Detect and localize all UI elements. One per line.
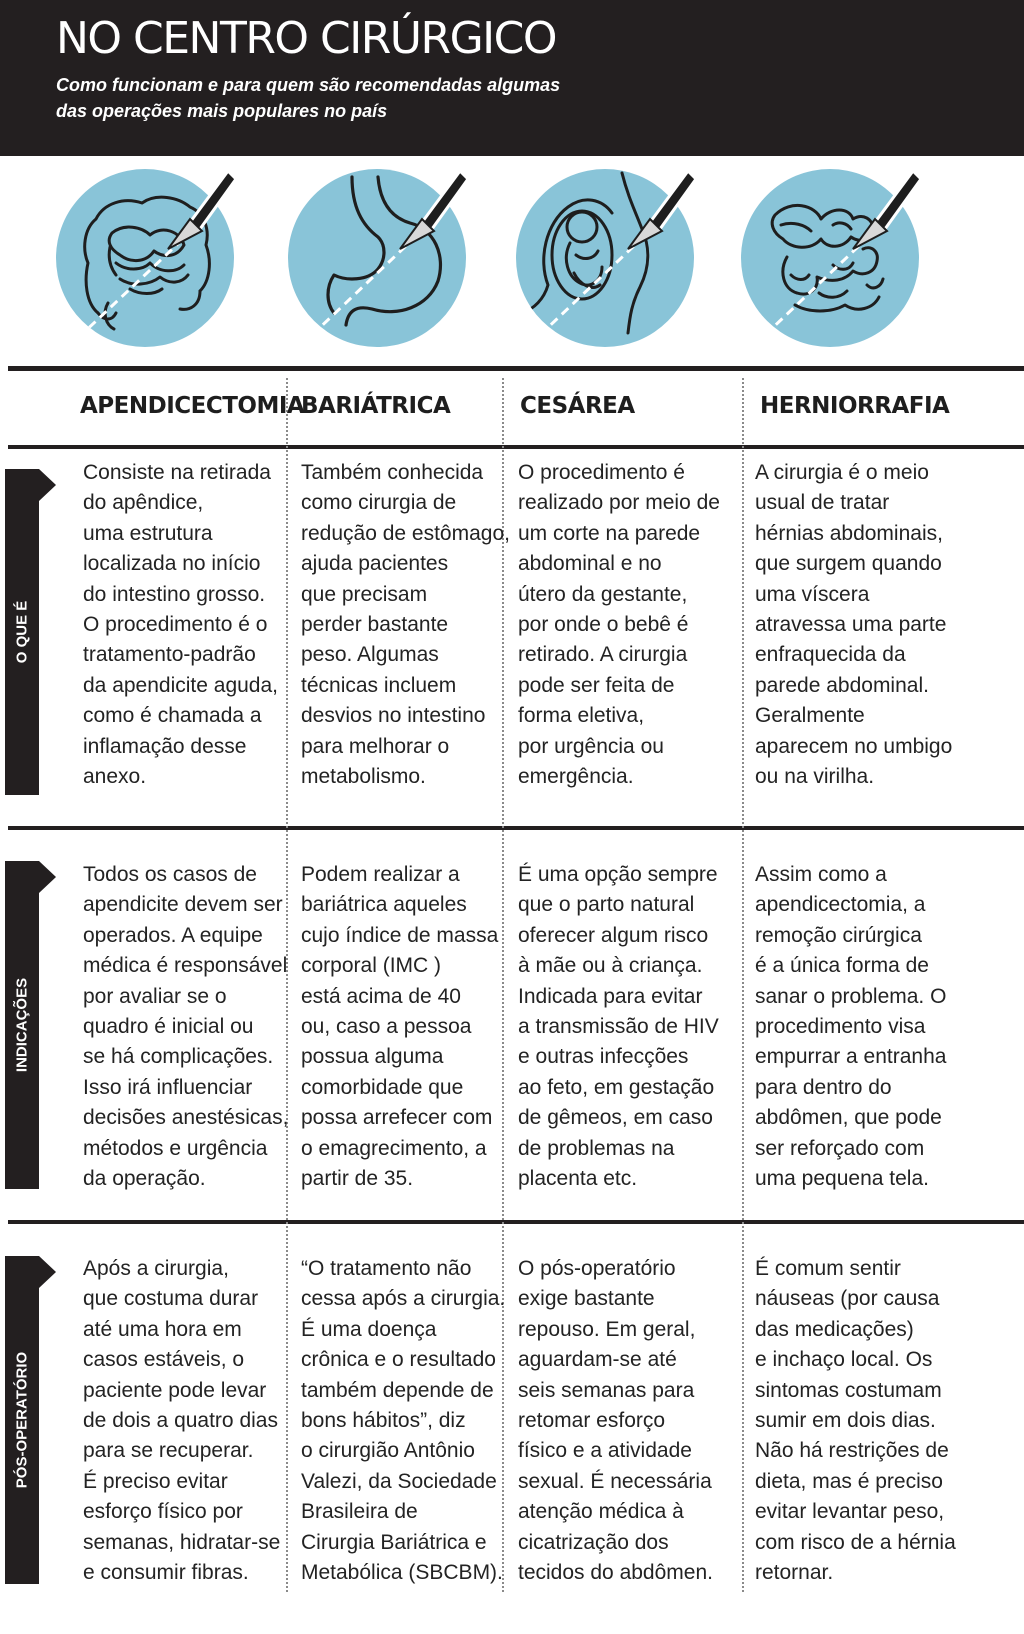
row-tab-arrow: [39, 861, 56, 893]
cell-text-line: e consumir fibras.: [83, 1561, 249, 1585]
cell-o-que-e-cesarea: [518, 458, 738, 792]
cell-text-line: Todos os casos de: [83, 863, 257, 886]
cell-text-line: Também conhecida: [301, 461, 484, 484]
cell-text-line: remoção cirúrgica: [755, 923, 922, 947]
cell-text-line: usual de tratar: [755, 491, 890, 515]
cell-text-line: seis semanas para: [518, 1378, 695, 1402]
cell-text-line: É comum sentir: [755, 1257, 901, 1280]
appendix-intestine-icon: [50, 163, 240, 353]
cell-text-line: que costuma durar: [83, 1287, 259, 1311]
cell-text-line: cessa após a cirurgia.: [301, 1287, 506, 1311]
cell-text-line: peso. Algumas: [301, 643, 439, 667]
cell-text-line: É uma opção sempre: [518, 863, 718, 886]
column-divider: [286, 378, 288, 1592]
cell-o-que-e-bariatrica: [301, 458, 510, 792]
cell-text-line: anexo.: [83, 765, 147, 789]
cell-text-line: por avaliar se o: [83, 984, 227, 1008]
column-divider: [502, 378, 504, 1592]
row-tab-arrow: [39, 469, 56, 501]
cell-text-line: Após a cirurgia,: [83, 1257, 229, 1280]
cell-text-line: por urgência ou: [518, 734, 664, 758]
row-divider: [8, 1220, 1024, 1224]
cell-text-line: É uma doença: [301, 1317, 437, 1341]
cell-text-line: emergência.: [518, 765, 634, 789]
cell-text-line: Brasileira de: [301, 1500, 418, 1524]
row-label-o-que-e: [5, 469, 39, 795]
cell-text-line: paciente pode levar: [83, 1378, 267, 1402]
cell-text-line: localizada no início: [83, 552, 261, 576]
cell-text-line: É preciso evitar: [83, 1469, 228, 1493]
page-title: NO CENTRO CIRÚRGICO: [56, 13, 557, 64]
cell-text-line: ser reforçado com: [755, 1136, 925, 1160]
cell-text-line: e outras infecções: [518, 1045, 689, 1069]
cell-text-line: de gêmeos, em caso: [518, 1106, 713, 1130]
cell-text-line: atravessa uma parte: [755, 613, 947, 637]
cell-text-line: bons hábitos”, diz: [301, 1409, 466, 1433]
cell-text-line: métodos e urgência: [83, 1136, 268, 1160]
cell-text-line: Cirurgia Bariátrica e: [301, 1530, 487, 1554]
cell-text-line: placenta etc.: [518, 1167, 638, 1191]
row-label-text: INDICAÇÕES: [13, 977, 31, 1073]
cell-text-line: Geralmente: [755, 704, 865, 728]
cell-text-line: oferecer algum risco: [518, 923, 709, 947]
cell-text-line: que o parto natural: [518, 893, 695, 917]
cell-text-line: apendicite devem ser: [83, 893, 283, 917]
cell-text-line: médica é responsável: [83, 954, 288, 978]
cell-text-line: como é chamada a: [83, 704, 262, 728]
stomach-icon: [282, 163, 472, 353]
cell-text-line: cicatrização dos: [518, 1530, 669, 1554]
cell-text-line: O procedimento é o: [83, 613, 268, 637]
cell-pos-operatorio-cesarea: [518, 1254, 738, 1588]
cell-o-que-e-herniorrafia: [755, 458, 970, 792]
cell-text-line: bariátrica aqueles: [301, 893, 467, 917]
cell-text-line: “O tratamento não: [301, 1257, 472, 1280]
cell-text-line: à mãe ou à criança.: [518, 954, 703, 978]
row-divider: [8, 826, 1024, 830]
cell-indicacoes-bariatrica: [301, 860, 497, 1194]
cell-text-line: e inchaço local. Os: [755, 1348, 933, 1372]
cell-text-line: como cirurgia de: [301, 491, 457, 515]
cell-text-line: do intestino grosso.: [83, 582, 266, 606]
cell-text-line: Isso irá influenciar: [83, 1075, 253, 1099]
cell-text-line: ajuda pacientes: [301, 552, 449, 576]
cell-text-line: para melhorar o: [301, 734, 450, 758]
cell-text-line: semanas, hidratar-se: [83, 1530, 281, 1554]
cell-text-line: Podem realizar a: [301, 863, 460, 886]
cell-text-line: o emagrecimento, a: [301, 1136, 487, 1160]
cell-text-line: inflamação desse: [83, 734, 247, 758]
cell-text-line: abdominal e no: [518, 552, 662, 576]
cell-text-line: sintomas costumam: [755, 1378, 942, 1402]
cell-text-line: que surgem quando: [755, 552, 942, 576]
cell-text-line: A cirurgia é o meio: [755, 461, 929, 484]
cell-text-line: a transmissão de HIV: [518, 1015, 719, 1039]
cell-text-line: de problemas na: [518, 1136, 675, 1160]
cell-text-line: esforço físico por: [83, 1500, 243, 1524]
cell-text-line: Não há restrições de: [755, 1439, 949, 1463]
cell-text-line: casos estáveis, o: [83, 1348, 245, 1372]
cell-text-line: da operação.: [83, 1167, 206, 1191]
cell-pos-operatorio-herniorrafia: [755, 1254, 970, 1588]
cell-text-line: repouso. Em geral,: [518, 1317, 696, 1341]
cell-text-line: partir de 35.: [301, 1167, 414, 1191]
cell-text-line: uma víscera: [755, 582, 870, 606]
cell-text-line: de dois a quatro dias: [83, 1409, 278, 1433]
cell-text-line: até uma hora em: [83, 1317, 242, 1341]
cell-text-line: decisões anestésicas,: [83, 1106, 289, 1130]
table-top-rule: [8, 366, 1024, 371]
cell-text-line: retornar.: [755, 1561, 834, 1585]
cell-text-line: sexual. É necessária: [518, 1469, 712, 1493]
cell-text-line: sanar o problema. O: [755, 984, 947, 1008]
cell-text-line: tecidos do abdômen.: [518, 1561, 713, 1585]
cell-text-line: empurrar a entranha: [755, 1045, 947, 1069]
intestine-loops-icon: [735, 163, 925, 353]
cell-text-line: abdômen, que pode: [755, 1106, 942, 1130]
cell-text-line: apendicectomia, a: [755, 893, 926, 917]
cell-text-line: técnicas incluem: [301, 673, 457, 697]
cell-text-line: se há complicações.: [83, 1045, 274, 1069]
cell-text-line: quadro é inicial ou: [83, 1015, 254, 1039]
cell-pos-operatorio-apendicectomia: [83, 1254, 283, 1588]
row-label-indicacoes: [5, 861, 39, 1189]
column-header-apendicectomia: APENDICECTOMIA: [80, 393, 305, 419]
cell-text-line: uma estrutura: [83, 521, 213, 545]
cell-text-line: possua alguma: [301, 1045, 444, 1069]
cell-text-line: com risco de a hérnia: [755, 1530, 956, 1554]
cell-text-line: O procedimento é: [518, 461, 685, 484]
column-header-herniorrafia: HERNIORRAFIA: [760, 393, 950, 419]
cell-text-line: é a única forma de: [755, 954, 929, 978]
cell-text-line: do apêndice,: [83, 491, 204, 515]
cell-text-line: pode ser feita de: [518, 673, 675, 697]
cell-text-line: comorbidade que: [301, 1075, 464, 1099]
cell-text-line: para se recuperar.: [83, 1439, 254, 1463]
header-band: [0, 0, 1024, 156]
cell-text-line: desvios no intestino: [301, 704, 486, 728]
cell-text-line: também depende de: [301, 1378, 494, 1402]
cell-text-line: procedimento visa: [755, 1015, 926, 1039]
cell-text-line: forma eletiva,: [518, 704, 645, 728]
cell-text-line: Metabólica (SBCBM).: [301, 1561, 503, 1585]
row-tab-arrow: [39, 1256, 56, 1288]
header-bottom-rule: [8, 445, 1024, 449]
cell-text-line: exige bastante: [518, 1287, 655, 1311]
cell-text-line: ou, caso a pessoa: [301, 1015, 472, 1039]
cell-text-line: realizado por meio de: [518, 491, 720, 515]
cell-indicacoes-herniorrafia: [755, 860, 970, 1194]
cell-text-line: sumir em dois dias.: [755, 1409, 936, 1433]
cell-text-line: metabolismo.: [301, 765, 426, 789]
cell-text-line: tratamento-padrão: [83, 643, 256, 667]
cell-text-line: O pós-operatório: [518, 1257, 676, 1280]
cell-text-line: ou na virilha.: [755, 765, 875, 789]
cell-text-line: das medicações): [755, 1317, 914, 1341]
cell-indicacoes-apendicectomia: [83, 860, 289, 1194]
cell-text-line: parede abdominal.: [755, 673, 929, 697]
cell-text-line: operados. A equipe: [83, 923, 263, 947]
cell-text-line: Valezi, da Sociedade: [301, 1469, 497, 1493]
page-subtitle: Como funcionam e para quem são recomendadas algumas das operações mais populares no país: [56, 75, 561, 121]
cell-text-line: para dentro do: [755, 1075, 892, 1099]
cell-pos-operatorio-bariatrica: [301, 1254, 506, 1588]
cell-text-line: aparecem no umbigo: [755, 734, 953, 758]
cell-text-line: perder bastante: [301, 613, 449, 637]
cell-text-line: que precisam: [301, 582, 428, 606]
cell-text-line: ao feto, em gestação: [518, 1075, 715, 1099]
cell-text-line: atenção médica à: [518, 1500, 684, 1524]
cell-text-line: útero da gestante,: [518, 582, 688, 606]
cell-text-line: está acima de 40: [301, 984, 461, 1008]
uterus-baby-icon: [510, 163, 700, 353]
cell-text-line: retirado. A cirurgia: [518, 643, 688, 667]
cell-text-line: possa arrefecer com: [301, 1106, 493, 1130]
cell-text-line: uma pequena tela.: [755, 1167, 929, 1191]
cell-text-line: Assim como a: [755, 863, 887, 886]
cell-text-line: cujo índice de massa: [301, 923, 499, 947]
cell-o-que-e-apendicectomia: [83, 458, 283, 792]
row-label-pos-operatorio: [5, 1256, 39, 1584]
cell-text-line: um corte na parede: [518, 521, 701, 545]
cell-text-line: por onde o bebê é: [518, 613, 689, 637]
cell-text-line: náuseas (por causa: [755, 1287, 940, 1311]
row-label-text: PÓS-OPERATÓRIO: [13, 1351, 31, 1489]
cell-text-line: Consiste na retirada: [83, 461, 271, 484]
cell-indicacoes-cesarea: [518, 860, 738, 1194]
row-label-text: O QUE É: [13, 600, 31, 664]
cell-text-line: evitar levantar peso,: [755, 1500, 945, 1524]
cell-text-line: corporal (IMC ): [301, 954, 442, 978]
cell-text-line: aguardam-se até: [518, 1348, 677, 1372]
cell-text-line: enfraquecida da: [755, 643, 906, 667]
cell-text-line: físico e a atividade: [518, 1439, 692, 1463]
column-header-bariatrica: BARIÁTRICA: [301, 393, 451, 419]
cell-text-line: dieta, mas é preciso: [755, 1469, 943, 1493]
cell-text-line: hérnias abdominais,: [755, 521, 943, 545]
cell-text-line: crônica e o resultado: [301, 1348, 496, 1372]
cell-text-line: da apendicite aguda,: [83, 673, 278, 697]
cell-text-line: Indicada para evitar: [518, 984, 703, 1008]
cell-text-line: o cirurgião Antônio: [301, 1439, 475, 1463]
column-divider: [742, 378, 744, 1592]
column-header-cesarea: CESÁREA: [520, 393, 635, 419]
cell-text-line: redução de estômago,: [301, 521, 510, 545]
cell-text-line: retomar esforço: [518, 1409, 666, 1433]
